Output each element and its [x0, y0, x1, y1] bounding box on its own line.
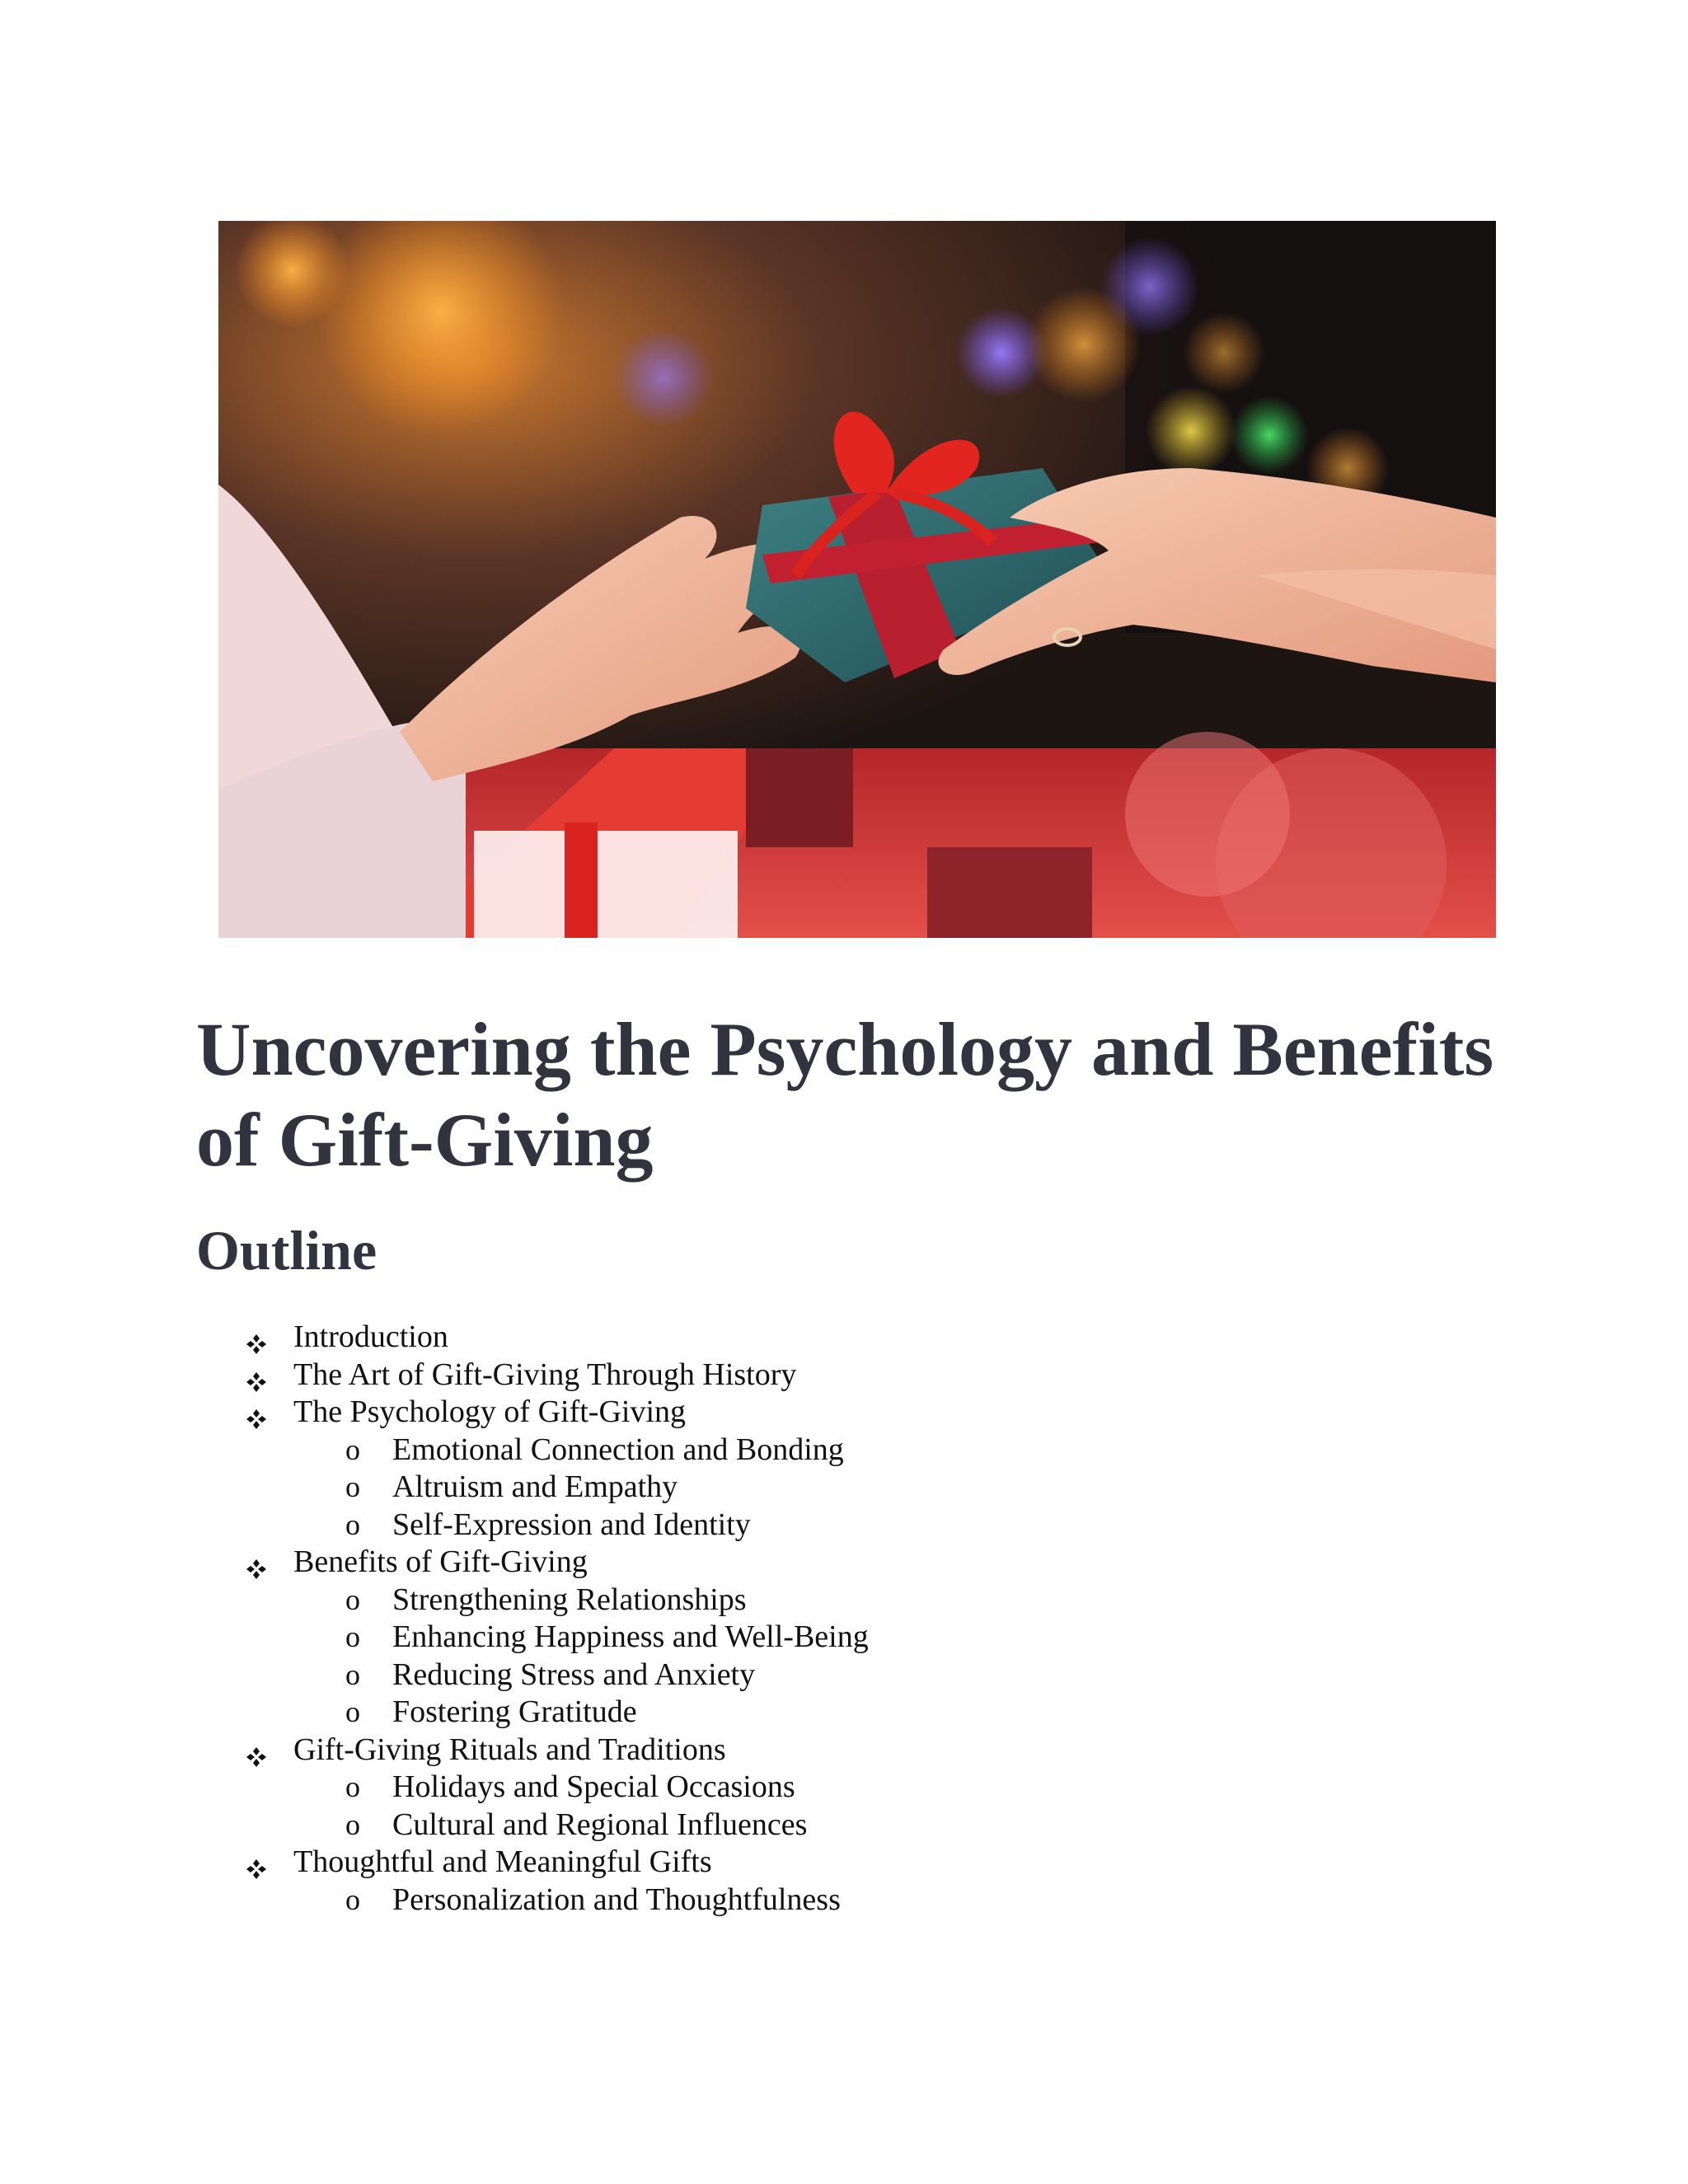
- outline-item-label: Benefits of Gift-Giving: [293, 1544, 588, 1579]
- circle-bullet: o: [345, 1507, 360, 1541]
- outline-item: [246, 1844, 1400, 1882]
- document-title: Uncovering the Psychology and Benefits of Gift-Giving: [196, 1007, 1494, 1182]
- outline-item-label: Altruism and Empathy: [392, 1469, 678, 1504]
- circle-bullet: o: [345, 1770, 360, 1803]
- circle-bullet: o: [345, 1882, 360, 1916]
- outline-subitem: [246, 1657, 1400, 1694]
- outline-item-label: Holidays and Special Occasions: [392, 1769, 795, 1804]
- outline-item: [246, 1319, 1400, 1357]
- outline-item-label: Personalization and Thoughtfulness: [392, 1882, 841, 1917]
- outline-item: [246, 1357, 1400, 1394]
- outline-item-label: Strengthening Relationships: [392, 1582, 747, 1617]
- circle-bullet: o: [345, 1582, 360, 1616]
- outline-item-label: Emotional Connection and Bonding: [392, 1432, 844, 1467]
- four-diamond-bullet-icon: [246, 1552, 267, 1573]
- circle-bullet: o: [345, 1432, 360, 1466]
- outline-subitem: [246, 1694, 1400, 1732]
- circle-bullet: o: [345, 1620, 360, 1653]
- hero-image: [218, 221, 1496, 938]
- outline-subitem: [246, 1582, 1400, 1619]
- circle-bullet: o: [345, 1695, 360, 1728]
- outline-item: [246, 1394, 1400, 1432]
- outline-item-label: The Art of Gift-Giving Through History: [293, 1357, 797, 1392]
- outline-item-label: Thoughtful and Meaningful Gifts: [293, 1844, 712, 1879]
- circle-bullet: o: [345, 1657, 360, 1691]
- outline-item-label: Cultural and Regional Influences: [392, 1807, 808, 1842]
- circle-bullet: o: [345, 1470, 360, 1503]
- outline-item-label: Introduction: [293, 1319, 448, 1354]
- outline-subitem: [246, 1882, 1400, 1919]
- gift-exchange-photo-icon: [218, 221, 1496, 938]
- outline-heading: Outline: [196, 1219, 377, 1282]
- outline-subitem: [246, 1619, 1400, 1657]
- outline-subitem: [246, 1469, 1400, 1507]
- outline-list: [246, 1319, 1400, 1919]
- outline-subitem: [246, 1432, 1400, 1469]
- four-diamond-bullet-icon: [246, 1365, 267, 1386]
- four-diamond-bullet-icon: [246, 1852, 267, 1873]
- outline-item-label: The Psychology of Gift-Giving: [293, 1394, 687, 1429]
- circle-bullet: o: [345, 1807, 360, 1841]
- outline-subitem: [246, 1507, 1400, 1544]
- four-diamond-bullet-icon: [246, 1402, 267, 1423]
- outline-item-label: Gift-Giving Rituals and Traditions: [293, 1732, 726, 1767]
- outline-subitem: [246, 1769, 1400, 1807]
- outline-item-label: Fostering Gratitude: [392, 1694, 637, 1729]
- outline-item-label: Self-Expression and Identity: [392, 1507, 751, 1542]
- outline-item-label: Enhancing Happiness and Well-Being: [392, 1619, 869, 1654]
- four-diamond-bullet-icon: [246, 1327, 267, 1348]
- outline-item: [246, 1732, 1400, 1769]
- outline-subitem: [246, 1807, 1400, 1844]
- outline-item: [246, 1544, 1400, 1582]
- four-diamond-bullet-icon: [246, 1740, 267, 1761]
- outline-item-label: Reducing Stress and Anxiety: [392, 1657, 756, 1692]
